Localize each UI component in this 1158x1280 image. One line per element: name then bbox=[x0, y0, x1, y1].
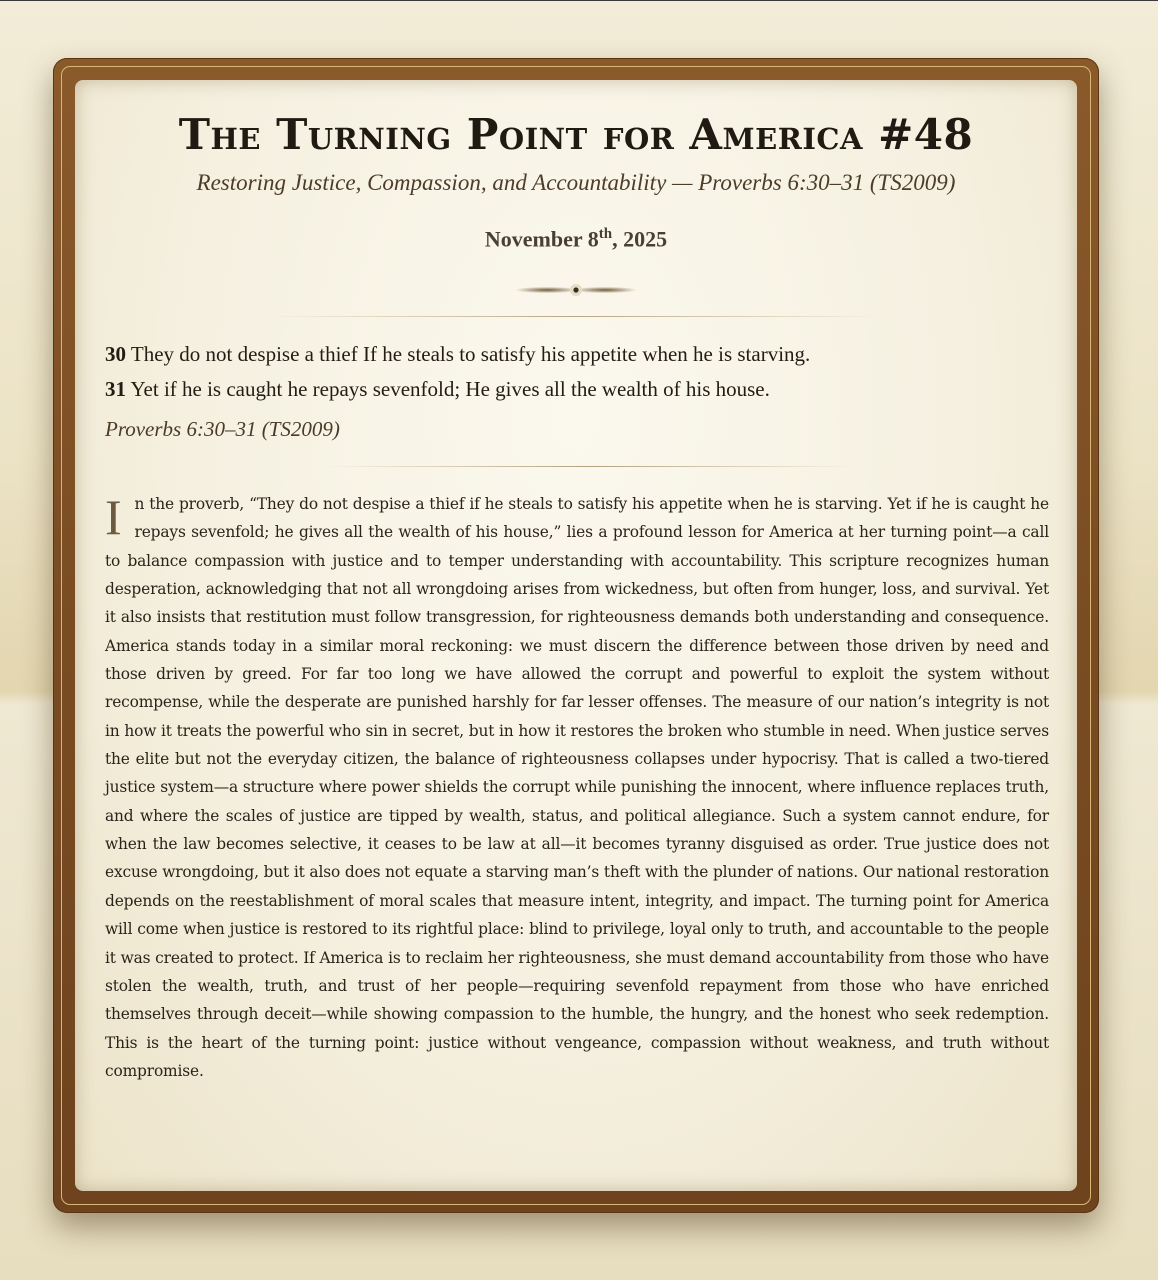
date-year: , 2025 bbox=[612, 226, 668, 252]
verse-text: They do not despise a thief If he steals to satisfy his appetite when he is starving. bbox=[126, 342, 811, 366]
top-border-line bbox=[0, 0, 1158, 1]
page-subtitle: Restoring Justice, Compassion, and Accountability — Proverbs 6:30–31 (TS2009) bbox=[196, 170, 956, 195]
section-divider-top bbox=[265, 316, 887, 317]
wooden-frame bbox=[53, 58, 1099, 1213]
divider-flourish-icon bbox=[513, 278, 639, 302]
drop-cap: I bbox=[105, 489, 122, 545]
section-divider-bottom bbox=[325, 466, 855, 467]
date-ordinal: th bbox=[598, 226, 613, 242]
verse-30 bbox=[105, 342, 1055, 367]
page-title: The Turning Point for America #48 bbox=[178, 110, 974, 159]
verse-number: 31 bbox=[105, 377, 126, 401]
date-day: November 8 bbox=[484, 226, 599, 252]
verse-number: 30 bbox=[105, 342, 126, 366]
commentary-text: n the proverb, “They do not despise a thief if he steals to satisfy his appetite when he is starving. Yet if he is caught he repays sevenfold; he gives all the wealth of his house,” lies a profound lesson for America at her turning point—a call to balance compassion with justice and to temper understanding with accountability. This scripture recognizes human desperation, acknowledging that not all wrongdoing arises from wickedness, but often from hunger, loss, and survival. Yet it also insists that restitution must follow transgression, for righteousness demands both understanding and consequence. America stands today in a similar moral reckoning: we must discern the difference between those driven by need and those driven by greed. For far too long we have allowed the corrupt and powerful to exploit the system without recompense, while the desperate are punished harshly for far lesser offenses. The measure of our nation’s integrity is not in how it treats the powerful who sin in secret, but in how it restores the broken who stumble in need. When justice serves the elite but not the everyday citizen, the balance of righteousness collapses under hypocrisy. That is called a two-tiered justice system—a structure where power shields the corrupt while punishing the innocent, where influence replaces truth, and where the scales of justice are tipped by wealth, status, and political allegiance. Such a system cannot endure, for when the law becomes selective, it ceases to be law at all—it becomes tyranny disguised as order. True justice does not excuse wrongdoing, but it also does not equate a starving man’s theft with the plunder of nations. Our national restoration depends on the reestablishment of moral scales that measure intent, integrity, and impact. The turning point for America will come when justice is restored to its rightful place: blind to privilege, loyal only to truth, and accountable to the people it was created to protect. If America is to reclaim her righteousness, she must demand accountability from those who have stolen the wealth, truth, and trust of her people—requiring sevenfold repayment from those who have enriched themselves through deceit—while showing compassion to the humble, the hungry, and the honest who seek redemption. This is the heart of the turning point: justice without vengeance, compassion without weakness, and truth without compromise. bbox=[105, 495, 1049, 1080]
verse-text: Yet if he is caught he repays sevenfold; He gives all the wealth of his house. bbox=[126, 377, 770, 401]
verse-31 bbox=[105, 377, 1055, 402]
scripture-citation: Proverbs 6:30–31 (TS2009) bbox=[105, 417, 340, 441]
publish-date bbox=[75, 226, 1077, 252]
parchment-panel bbox=[75, 80, 1077, 1191]
commentary-body bbox=[105, 490, 1049, 1085]
